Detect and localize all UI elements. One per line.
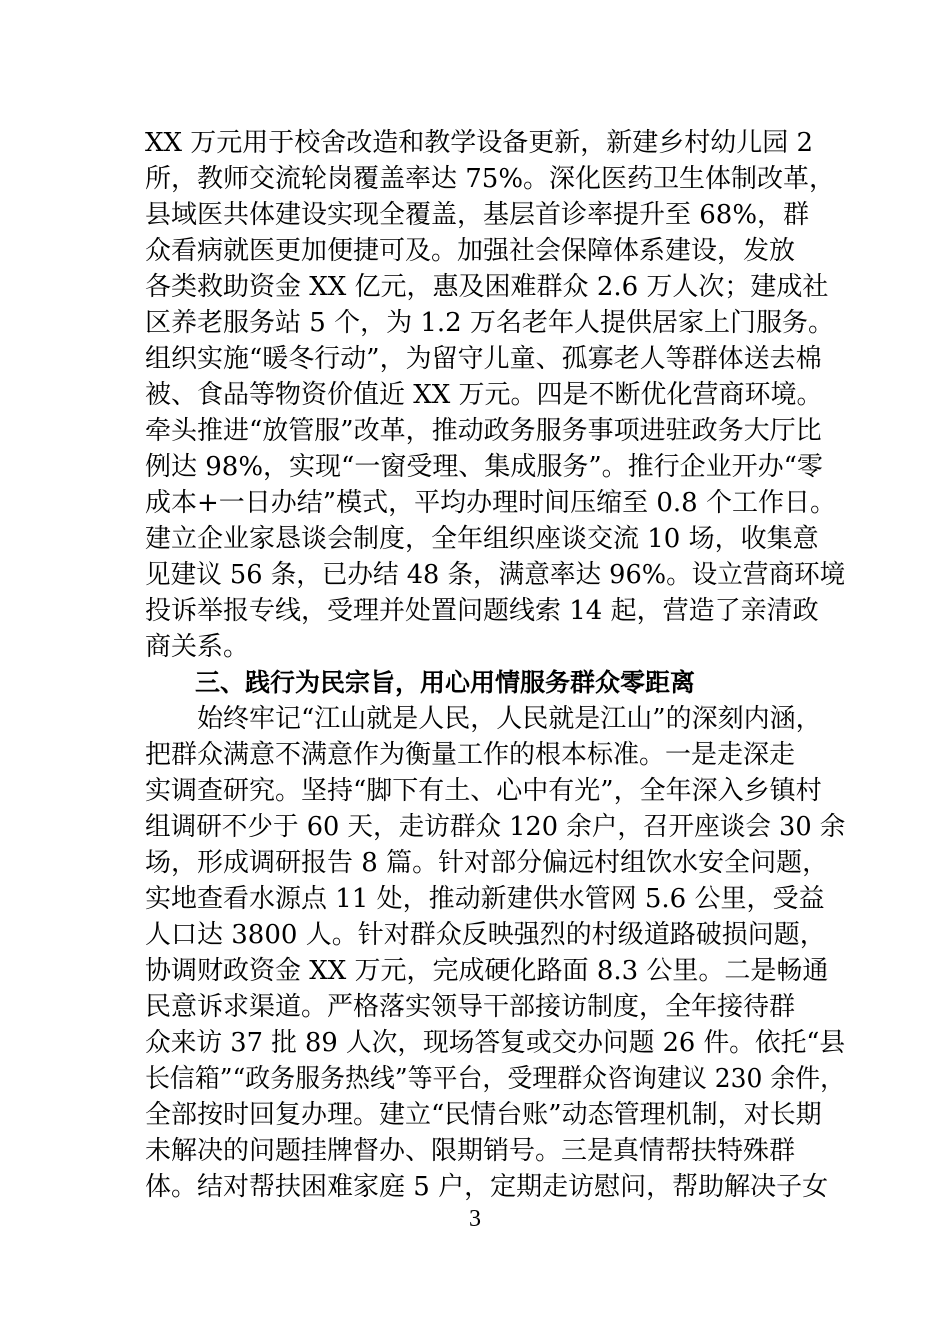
body-text-line: 牵头推进“放管服”改革，推动政务服务事项进驻政务大厅比 bbox=[145, 416, 822, 446]
body-text-line: 被、食品等物资价值近 XX 万元。四是不断优化营商环境。 bbox=[145, 380, 823, 410]
body-text-line: 体。结对帮扶困难家庭 5 户，定期走访慰问，帮助解决子女 bbox=[145, 1172, 829, 1202]
body-text-line: 投诉举报专线，受理并处置问题线索 14 起，营造了亲清政 bbox=[145, 596, 819, 626]
body-text-line: 所，教师交流轮岗覆盖率达 75%。深化医药卫生体制改革， bbox=[145, 164, 836, 194]
body-text-line: 民意诉求渠道。严格落实领导干部接访制度，全年接待群 bbox=[145, 992, 796, 1022]
section-heading: 三、践行为民宗旨，用心用情服务群众零距离 bbox=[145, 668, 696, 697]
body-text-line: 县域医共体建设实现全覆盖，基层首诊率提升至 68%，群 bbox=[145, 200, 810, 230]
body-text-line: XX 万元用于校舍改造和教学设备更新，新建乡村幼儿园 2 bbox=[145, 128, 814, 158]
body-text-line: 商关系。 bbox=[145, 632, 250, 662]
body-text-line: 实调查研究。坚持“脚下有土、心中有光”，全年深入乡镇村 bbox=[145, 776, 822, 806]
body-text-line: 协调财政资金 XX 万元，完成硬化路面 8.3 公里。二是畅通 bbox=[145, 956, 829, 986]
body-text-line: 始终牢记“江山就是人民，人民就是江山”的深刻内涵， bbox=[145, 704, 822, 734]
body-text-line: 把群众满意不满意作为衡量工作的根本标准。一是走深走 bbox=[145, 740, 796, 770]
body-text-line: 见建议 56 条，已办结 48 条，满意率达 96%。设立营商环境 bbox=[145, 560, 846, 590]
body-text-line: 场，形成调研报告 8 篇。针对部分偏远村组饮水安全问题， bbox=[145, 848, 829, 878]
body-text-line: 成本+一日办结”模式，平均办理时间压缩至 0.8 个工作日。 bbox=[145, 488, 836, 518]
body-text-line: 各类救助资金 XX 亿元，惠及困难群众 2.6 万人次；建成社 bbox=[145, 272, 829, 302]
body-text-line: 实地查看水源点 11 处，推动新建供水管网 5.6 公里，受益 bbox=[145, 884, 825, 914]
body-text-line: 组织实施“暖冬行动”，为留守儿童、孤寡老人等群体送去棉 bbox=[145, 344, 822, 374]
body-text-line: 区养老服务站 5 个，为 1.2 万名老年人提供居家上门服务。 bbox=[145, 308, 834, 338]
page-number: 3 bbox=[469, 1206, 481, 1232]
body-text-line: 长信箱”“政务服务热线”等平台，受理群众咨询建议 230 余件， bbox=[145, 1064, 846, 1094]
body-text-line: 例达 98%，实现“一窗受理、集成服务”。推行企业开办“零 bbox=[145, 452, 823, 482]
body-text-line: 组调研不少于 60 天，走访群众 120 余户，召开座谈会 30 余 bbox=[145, 812, 846, 842]
body-text-line: 未解决的问题挂牌督办、限期销号。三是真情帮扶特殊群 bbox=[145, 1136, 796, 1166]
body-text-line: 全部按时回复办理。建立“民情台账”动态管理机制，对长期 bbox=[145, 1100, 822, 1130]
body-text-line: 人口达 3800 人。针对群众反映强烈的村级道路破损问题， bbox=[145, 920, 826, 950]
body-text-line: 众看病就医更加便捷可及。加强社会保障体系建设，发放 bbox=[145, 236, 796, 266]
body-text-line: 建立企业家恳谈会制度，全年组织座谈交流 10 场，收集意 bbox=[145, 524, 819, 554]
body-text-line: 众来访 37 批 89 人次，现场答复或交办问题 26 件。依托“县 bbox=[145, 1028, 846, 1058]
